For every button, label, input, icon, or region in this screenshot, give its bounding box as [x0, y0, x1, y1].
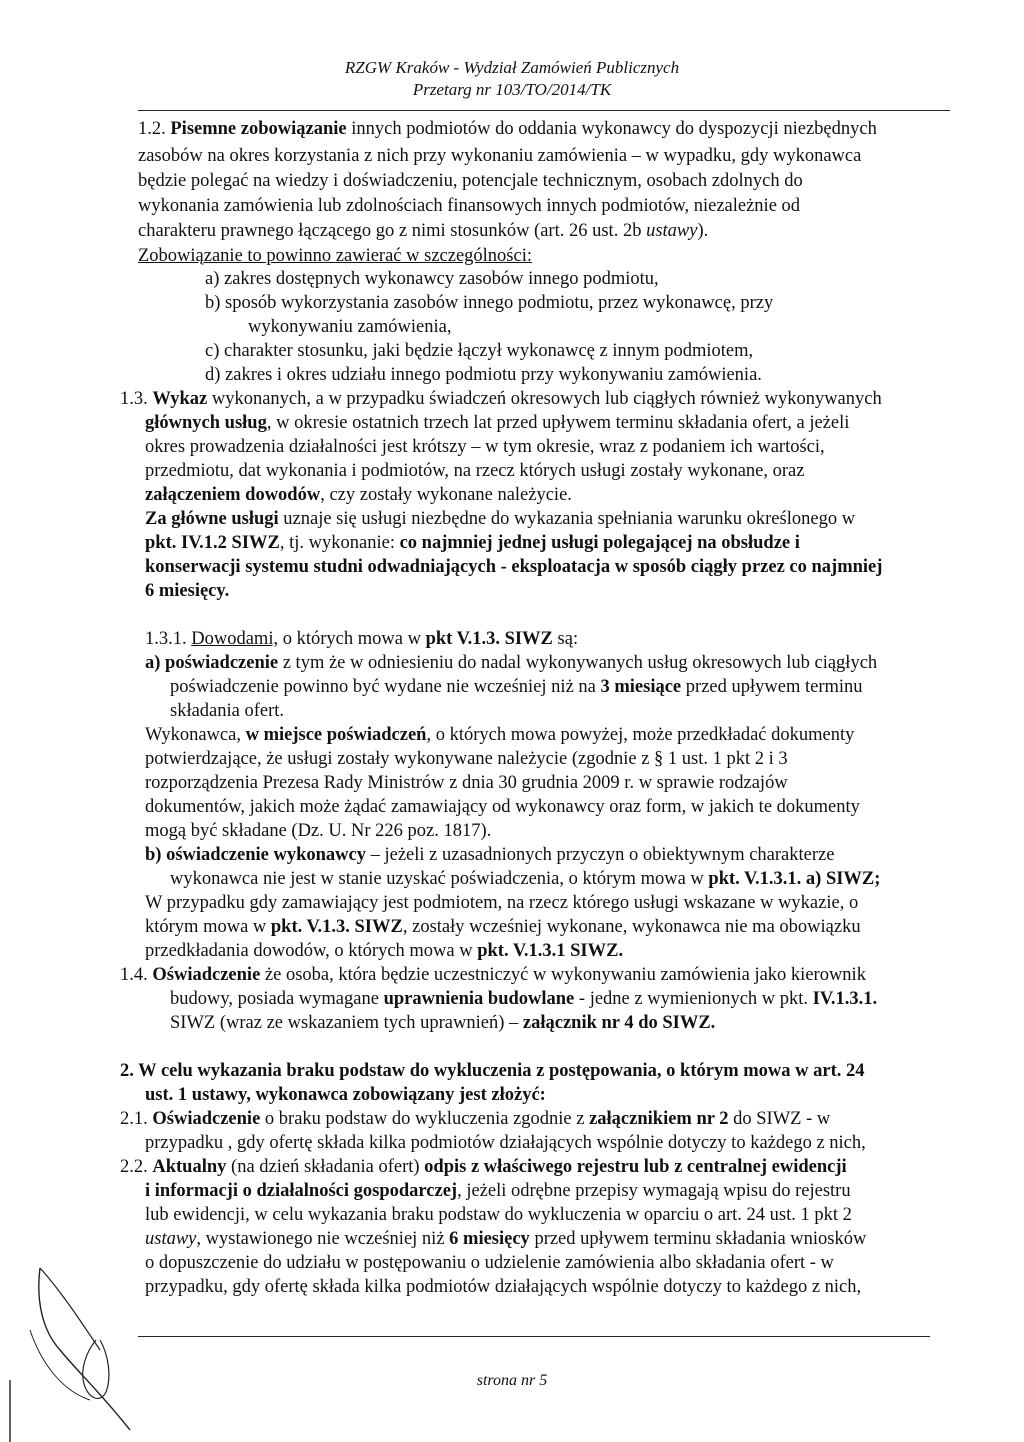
para-line: i informacji o działalności gospodarczej, jeżeli odrębne przepisy wymagają wpisu do rejestru — [145, 1181, 851, 1201]
para-line: głównych usług, w okresie ostatnich trzech lat przed upływem terminu składania ofert, a jeżeli — [145, 413, 850, 433]
para-line: będzie polegać na wiedzy i doświadczeniu, potencjale technicznym, osobach zdolnych do — [138, 171, 803, 191]
list-item: b) sposób wykorzystania zasobów innego podmiotu, przez wykonawcę, przy — [205, 293, 774, 313]
para-line: wykonawca nie jest w stanie uzyskać poświadczenia, o którym mowa w pkt. V.1.3.1. a) SIWZ; — [170, 869, 881, 889]
para-line: wykonania zamówienia lub zdolnościach finansowych innych podmiotów, niezależnie od — [138, 196, 801, 216]
para-1-4-line: 1.4. Oświadczenie że osoba, która będzie uczestniczyć w wykonywaniu zamówienia jako kierownik — [120, 965, 866, 985]
para-line: zasobów na okres korzystania z nich przy wykonaniu zamówienia – w wypadku, gdy wykonawca — [138, 146, 862, 166]
list-item-cont: wykonywaniu zamówienia, — [248, 317, 452, 337]
para-line: a) poświadczenie z tym że w odniesieniu do nadal wykonywanych usług okresowych lub ciągłych — [145, 653, 878, 673]
para-line: potwierdzające, że usługi zostały wykonywane należycie (zgodnie z § 1 ust. 1 pkt 2 i 3 — [145, 749, 788, 769]
para-line: okres prowadzenia działalności jest krótszy – w tym okresie, wraz z podaniem ich wartości, — [145, 437, 825, 457]
obligation-heading: Zobowiązanie to powinno zawierać w szczególności: — [138, 246, 533, 266]
list-item: a) zakres dostępnych wykonawcy zasobów innego podmiotu, — [205, 269, 659, 289]
para-line: Wykonawca, w miejsce poświadczeń, o których mowa powyżej, może przedkładać dokumenty — [145, 725, 855, 745]
para-line: przedkładania dowodów, o których mowa w pkt. V.1.3.1 SIWZ. — [145, 941, 624, 961]
para-line: ustawy, wystawionego nie wcześniej niż 6 miesięcy przed upływem terminu składania wniosków — [145, 1229, 867, 1249]
page-number: strona nr 5 — [476, 1372, 548, 1389]
para-line: 6 miesięcy. — [145, 581, 230, 601]
para-line: b) oświadczenie wykonawcy – jeżeli z uzasadnionych przyczyn o obiektywnym charakterze — [145, 845, 835, 865]
para-line: którym mowa w pkt. V.1.3. SIWZ, zostały wcześniej wykonane, wykonawca nie ma obowiązku — [145, 917, 861, 937]
section-2-heading: ust. 1 ustawy, wykonawca zobowiązany jest złożyć: — [145, 1085, 546, 1105]
para-2-2-line: 2.2. Aktualny (na dzień składania ofert) odpis z właściwego rejestru lub z centralnej ewidencji — [120, 1157, 847, 1177]
para-1-3-line: 1.3. Wykaz wykonanych, a w przypadku świadczeń okresowych lub ciągłych również wykonywanych — [120, 389, 882, 409]
para-line: konserwacji systemu studni odwadniających - eksploatacja w sposób ciągły przez co najmniej — [145, 557, 883, 577]
para-line: załączeniem dowodów, czy zostały wykonane należycie. — [145, 485, 572, 505]
section-2-heading: 2. W celu wykazania braku podstaw do wykluczenia z postępowania, o którym mowa w art. 24 — [120, 1061, 865, 1081]
para-line: Za główne usługi uznaje się usługi niezbędne do wykazania spełniania warunku określonego w — [145, 509, 856, 529]
para-line: przypadku, gdy ofertę składa kilka podmiotów działających wspólnie dotyczy to każdego z nich, — [145, 1277, 862, 1297]
para-line: mogą być składane (Dz. U. Nr 226 poz. 1817). — [145, 821, 492, 841]
para-1-3-1-line: 1.3.1. Dowodami, o których mowa w pkt V.1.3. SIWZ są: — [145, 629, 579, 649]
para-line: pkt. IV.1.2 SIWZ, tj. wykonanie: co najmniej jednej usługi polegającej na obsłudze i — [145, 533, 800, 553]
para-line: budowy, posiada wymagane uprawnienia budowlane - jedne z wymienionych w pkt. IV.1.3.1. — [170, 989, 878, 1009]
para-1-2-line: 1.2. Pisemne zobowiązanie innych podmiotów do oddania wykonawcy do dyspozycji niezbędnych — [138, 119, 877, 139]
list-item: c) charakter stosunku, jaki będzie łączył wykonawcę z innym podmiotem, — [205, 341, 754, 361]
para-line: lub ewidencji, w celu wykazania braku podstaw do wykluczenia w oparciu o art. 24 ust. 1 pkt 2 — [145, 1205, 852, 1225]
para-line: poświadczenie powinno być wydane nie wcześniej niż na 3 miesiące przed upływem terminu — [170, 677, 863, 697]
para-line: o dopuszczenie do udziału w postępowaniu o udzielenie zamówienia albo składania ofert - w — [145, 1253, 834, 1273]
para-line: rozporządzenia Prezesa Rady Ministrów z dnia 30 grudnia 2009 r. w sprawie rodzajów — [145, 773, 788, 793]
para-line: SIWZ (wraz ze wskazaniem tych uprawnień) – załącznik nr 4 do SIWZ. — [170, 1013, 716, 1033]
list-item: d) zakres i okres udziału innego podmiotu przy wykonywaniu zamówienia. — [205, 365, 762, 385]
header-tender: Przetarg nr 103/TO/2014/TK — [412, 80, 612, 99]
para-line: składania ofert. — [170, 701, 285, 721]
para-line: przedmiotu, dat wykonania i podmiotów, na rzecz których usługi zostały wykonane, oraz — [145, 461, 805, 481]
para-line: charakteru prawnego łączącego go z nimi stosunków (art. 26 ust. 2b ustawy). — [138, 221, 709, 241]
header-org: RZGW Kraków - Wydział Zamówień Publicznych — [344, 58, 680, 77]
para-line: przypadku , gdy ofertę składa kilka podmiotów działających wspólnie dotyczy to każdego z nich, — [145, 1133, 866, 1153]
para-line: W przypadku gdy zamawiający jest podmiotem, na rzecz którego usługi wskazane w wykazie, o — [145, 893, 859, 913]
para-2-1-line: 2.1. Oświadczenie o braku podstaw do wykluczenia zgodnie z załącznikiem nr 2 do SIWZ - w — [120, 1109, 831, 1129]
para-line: dokumentów, jakich może żądać zamawiający od wykonawcy oraz form, w jakich te dokumenty — [145, 797, 860, 817]
